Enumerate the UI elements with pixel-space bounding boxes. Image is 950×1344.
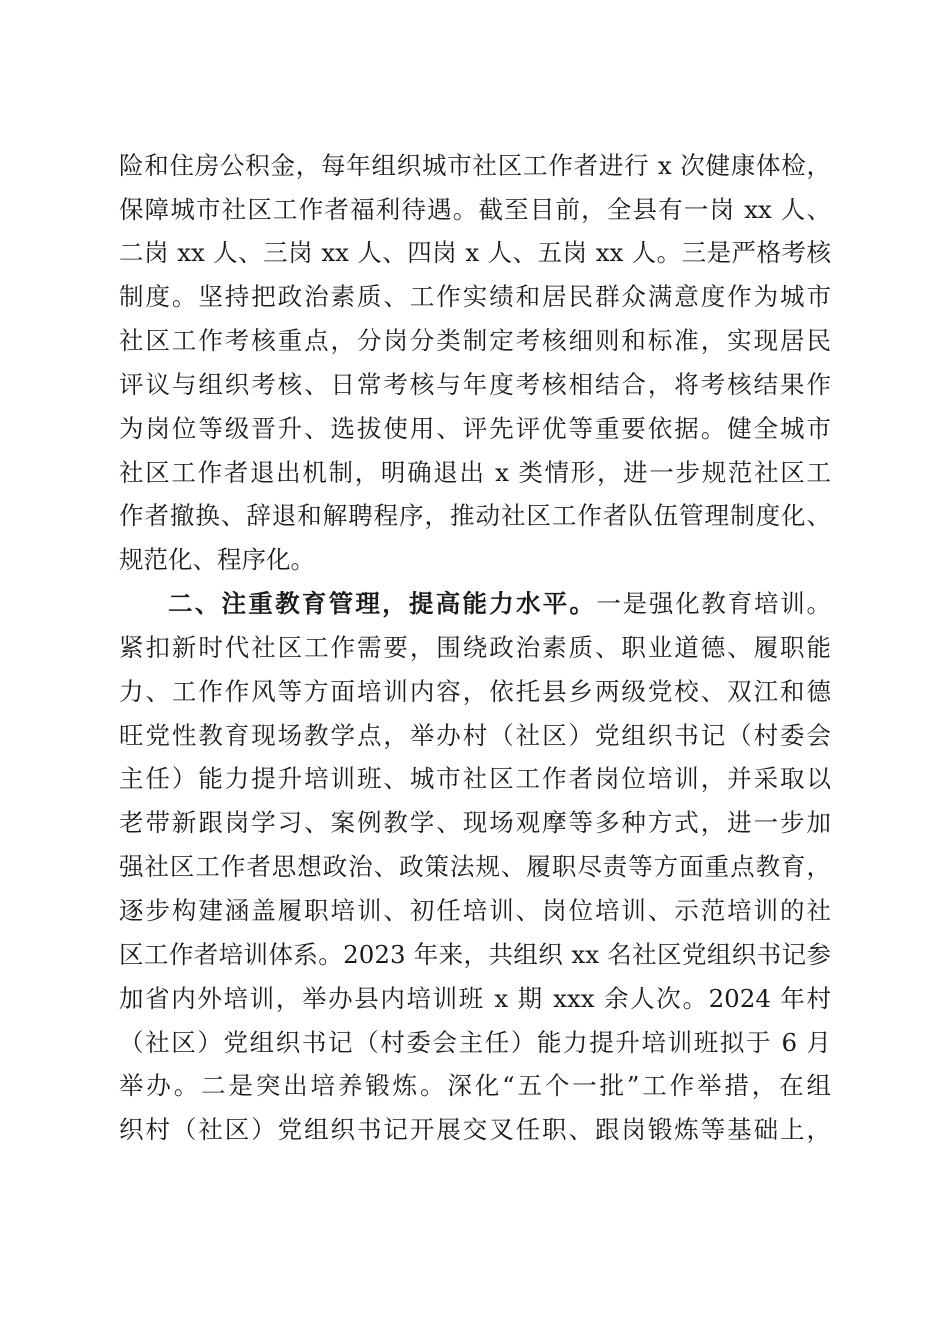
text-line: 主任）能力提升培训班、城市社区工作者岗位培训，并采取以 bbox=[119, 764, 831, 793]
text-line: 规范化、程序化。 bbox=[119, 545, 315, 574]
text-line: 加省内外培训，举办县内培训班 x 期 xxx 余人次。2024 年村 bbox=[119, 984, 831, 1013]
text-line: 社区工作者退出机制，明确退出 x 类情形，进一步规范社区工 bbox=[119, 458, 831, 487]
text-line: 社区工作考核重点，分岗分类制定考核细则和标准，实现居民 bbox=[119, 326, 831, 355]
text-line: 旺党性教育现场教学点，举办村（社区）党组织书记（村委会 bbox=[119, 721, 831, 750]
section-heading-line bbox=[168, 584, 831, 624]
section-heading-rest: 一是强化教育培训。 bbox=[596, 589, 832, 618]
text-line: 紧扣新时代社区工作需要，围绕政治素质、职业道德、履职能 bbox=[119, 633, 831, 662]
text-line: 力、工作作风等方面培训内容，依托县乡两级党校、双江和德 bbox=[119, 677, 831, 706]
text-line: 制度。坚持把政治素质、工作实绩和居民群众满意度作为城市 bbox=[119, 282, 831, 311]
text-line: 保障城市社区工作者福利待遇。截至目前，全县有一岗 xx 人、 bbox=[119, 195, 831, 224]
section-heading: 二、注重教育管理，提高能力水平。 bbox=[168, 589, 597, 618]
text-line: 老带新跟岗学习、案例教学、现场观摩等多种方式，进一步加 bbox=[119, 808, 831, 837]
text-line: 为岗位等级晋升、选拔使用、评先评优等重要依据。健全城市 bbox=[119, 414, 831, 443]
text-line: 区工作者培训体系。2023 年来，共组织 xx 名社区党组织书记参 bbox=[119, 940, 831, 969]
text-line: 举办。二是突出培养锻炼。深化“五个一批”工作举措，在组 bbox=[119, 1071, 831, 1100]
text-line: 作者撤换、辞退和解聘程序，推动社区工作者队伍管理制度化、 bbox=[119, 501, 831, 530]
text-line: （社区）党组织书记（村委会主任）能力提升培训班拟于 6 月 bbox=[119, 1028, 831, 1057]
text-line: 织村（社区）党组织书记开展交叉任职、跟岗锻炼等基础上， bbox=[119, 1115, 831, 1144]
text-line: 二岗 xx 人、三岗 xx 人、四岗 x 人、五岗 xx 人。三是严格考核 bbox=[119, 238, 831, 267]
text-line: 评议与组织考核、日常考核与年度考核相结合，将考核结果作 bbox=[119, 370, 831, 399]
text-line: 逐步构建涵盖履职培训、初任培训、岗位培训、示范培训的社 bbox=[119, 896, 831, 925]
text-line: 强社区工作者思想政治、政策法规、履职尽责等方面重点教育， bbox=[119, 852, 831, 881]
text-line: 险和住房公积金，每年组织城市社区工作者进行 x 次健康体检， bbox=[119, 151, 831, 180]
